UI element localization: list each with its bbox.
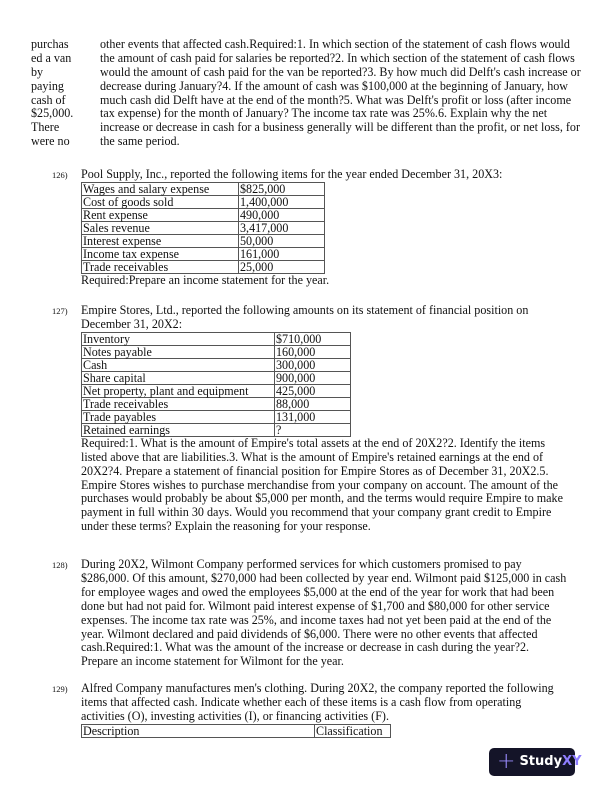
- item-value: ?: [275, 423, 351, 436]
- text-line: decrease during January?4. If the amount of cash was $100,000 at the beginning of January, how: [100, 78, 569, 93]
- item-value: 300,000: [275, 358, 351, 371]
- table-row: [82, 260, 325, 273]
- item-value: 160,000: [275, 345, 351, 358]
- item-value: 25,000: [239, 260, 325, 273]
- header-classification: Classification: [315, 724, 391, 737]
- question-line: year. Wilmont declared and paid dividends of $6,000. There were no other events that affected: [81, 626, 538, 641]
- question-intro-line: December 31, 20X2:: [81, 316, 183, 331]
- item-label: Share capital: [82, 371, 275, 384]
- items-table: [81, 182, 325, 274]
- item-value: 425,000: [275, 384, 351, 397]
- question-number: 126): [52, 170, 68, 180]
- item-label: Inventory: [82, 332, 275, 345]
- item-value: 1,400,000: [239, 195, 325, 208]
- item-label: Trade payables: [82, 410, 275, 423]
- question-required-line: 20X2?4. Prepare a statement of financial position for Empire Stores as of December 31, 20X2.5.: [81, 463, 549, 478]
- text-line: the amount of cash paid for salaries be reported?2. In which section of the statement of cash flows: [100, 50, 575, 65]
- item-value: 131,000: [275, 410, 351, 423]
- item-label: Retained earnings: [82, 423, 275, 436]
- text-line: tax expense) for the month of January? The income tax rate was 25%.6. Explain why the net: [100, 106, 548, 121]
- question-required-line: listed above that are liabilities.3. What is the amount of Empire's retained earnings at the end of: [81, 449, 544, 464]
- table-row: [82, 182, 325, 195]
- item-value: 161,000: [239, 247, 325, 260]
- table-row: [82, 332, 351, 345]
- item-label: Net property, plant and equipment: [82, 384, 275, 397]
- item-label: Notes payable: [82, 345, 275, 358]
- table-row: [82, 410, 351, 423]
- item-label: Cash: [82, 358, 275, 371]
- text-line: would the amount of cash paid for the van be reported?3. By how much did Delft's cash increase or: [100, 64, 581, 79]
- text-line: increase or decrease in cash for a business generally will be different than the profit, or net loss, for: [100, 120, 580, 135]
- question-intro-line: Empire Stores, Ltd., reported the following amounts on its statement of financial position on: [81, 303, 529, 317]
- header-description: Description: [82, 724, 315, 737]
- question-line: During 20X2, Wilmont Company performed services for which customers promised to pay: [81, 557, 522, 571]
- question-line: $286,000. Of this amount, $270,000 had been collected by year end. Wilmont paid $125,000 in cash: [81, 570, 567, 585]
- item-label: Income tax expense: [82, 247, 239, 260]
- question-required-line: Required:1. What is the amount of Empire's total assets at the end of 20X2?2. Identify the items: [81, 435, 546, 450]
- item-value: 490,000: [239, 208, 325, 221]
- items-table: [81, 332, 351, 437]
- table-row: [82, 384, 351, 397]
- question-number: 128): [52, 560, 68, 570]
- text-line: paying: [31, 78, 64, 93]
- question-number: 127): [52, 306, 68, 316]
- text-line: much cash did Delft have at the end of the month?5. What was Delft's profit or loss (after income: [100, 92, 572, 107]
- table-row: [82, 234, 325, 247]
- continuation-right-column: [100, 38, 595, 149]
- question-required-line: under these terms? Explain the reasoning for your response.: [81, 519, 371, 534]
- question-line: activities (O), investing activities (I), or financing activities (F).: [81, 708, 389, 723]
- table-row: [82, 423, 351, 436]
- table-row: [82, 208, 325, 221]
- table-row: [82, 247, 325, 260]
- plus-icon: +: [497, 749, 516, 774]
- text-line: There: [31, 120, 60, 135]
- item-value: 3,417,000: [239, 221, 325, 234]
- table-row: [82, 371, 351, 384]
- question-number: 129): [52, 684, 68, 694]
- badge-text-accent: XY: [562, 754, 582, 770]
- item-label: Trade receivables: [82, 260, 239, 273]
- question-line: for employee wages and owed the employees $5,000 at the end of the year for work that had been: [81, 584, 555, 599]
- question-line: cash.Required:1. What was the amount of the increase or decrease in cash during the year?2.: [81, 640, 530, 655]
- question-required-line: purchases would probably be about $5,000 per month, and the terms would require Empire to make: [81, 491, 563, 506]
- item-value: 50,000: [239, 234, 325, 247]
- question-intro: Pool Supply, Inc., reported the following items for the year ended December 31, 20X3:: [81, 167, 503, 181]
- item-label: Wages and salary expense: [82, 182, 239, 195]
- badge-text-main: Study: [519, 754, 563, 770]
- question-required-line: payment in full within 30 days. Would you recommend that your company grant credit to Empire: [81, 505, 552, 520]
- item-value: 88,000: [275, 397, 351, 410]
- item-label: Rent expense: [82, 208, 239, 221]
- text-line: ed a van: [31, 50, 72, 65]
- question-line: items that affected cash. Indicate whether each of these items is a cash flow from operating: [81, 694, 522, 709]
- table-row: [82, 397, 351, 410]
- item-value: $710,000: [275, 332, 351, 345]
- item-value: 900,000: [275, 371, 351, 384]
- table-row: [82, 195, 325, 208]
- continuation-left-column: [31, 37, 74, 149]
- table-row: [82, 221, 325, 234]
- item-value: $825,000: [239, 182, 325, 195]
- classification-table: [81, 724, 391, 738]
- text-line: by: [31, 64, 44, 79]
- table-row: [82, 358, 351, 371]
- question-line: done but had not paid for. Wilmont paid interest expense of $1,700 and $80,000 for other service: [81, 598, 550, 613]
- question-line: Prepare an income statement for Wilmont for the year.: [81, 654, 344, 669]
- question-required-line: Empire Stores wishes to purchase merchandise from your company on account. The amount of the: [81, 477, 559, 492]
- text-line: purchas: [31, 37, 69, 51]
- table-row: [82, 345, 351, 358]
- question-required: Required:Prepare an income statement for the year.: [81, 272, 330, 287]
- item-label: Sales revenue: [82, 221, 239, 234]
- text-line: the same period.: [100, 134, 180, 149]
- text-line: cash of: [31, 92, 66, 107]
- studyxy-badge[interactable]: [489, 748, 582, 776]
- badge-label: [519, 755, 581, 769]
- item-label: Cost of goods sold: [82, 195, 239, 208]
- question-line: expenses. The income tax rate was 25%, and income taxes had not yet been paid at the end of the: [81, 612, 552, 627]
- text-line: were no: [31, 134, 70, 149]
- question-line: Alfred Company manufactures men's clothing. During 20X2, the company reported the following: [81, 681, 554, 695]
- text-line: other events that affected cash.Required:1. In which section of the statement of cash flows would: [100, 37, 570, 51]
- item-label: Trade receivables: [82, 397, 275, 410]
- text-line: $25,000.: [31, 106, 74, 121]
- item-label: Interest expense: [82, 234, 239, 247]
- table-header-row: [82, 724, 391, 737]
